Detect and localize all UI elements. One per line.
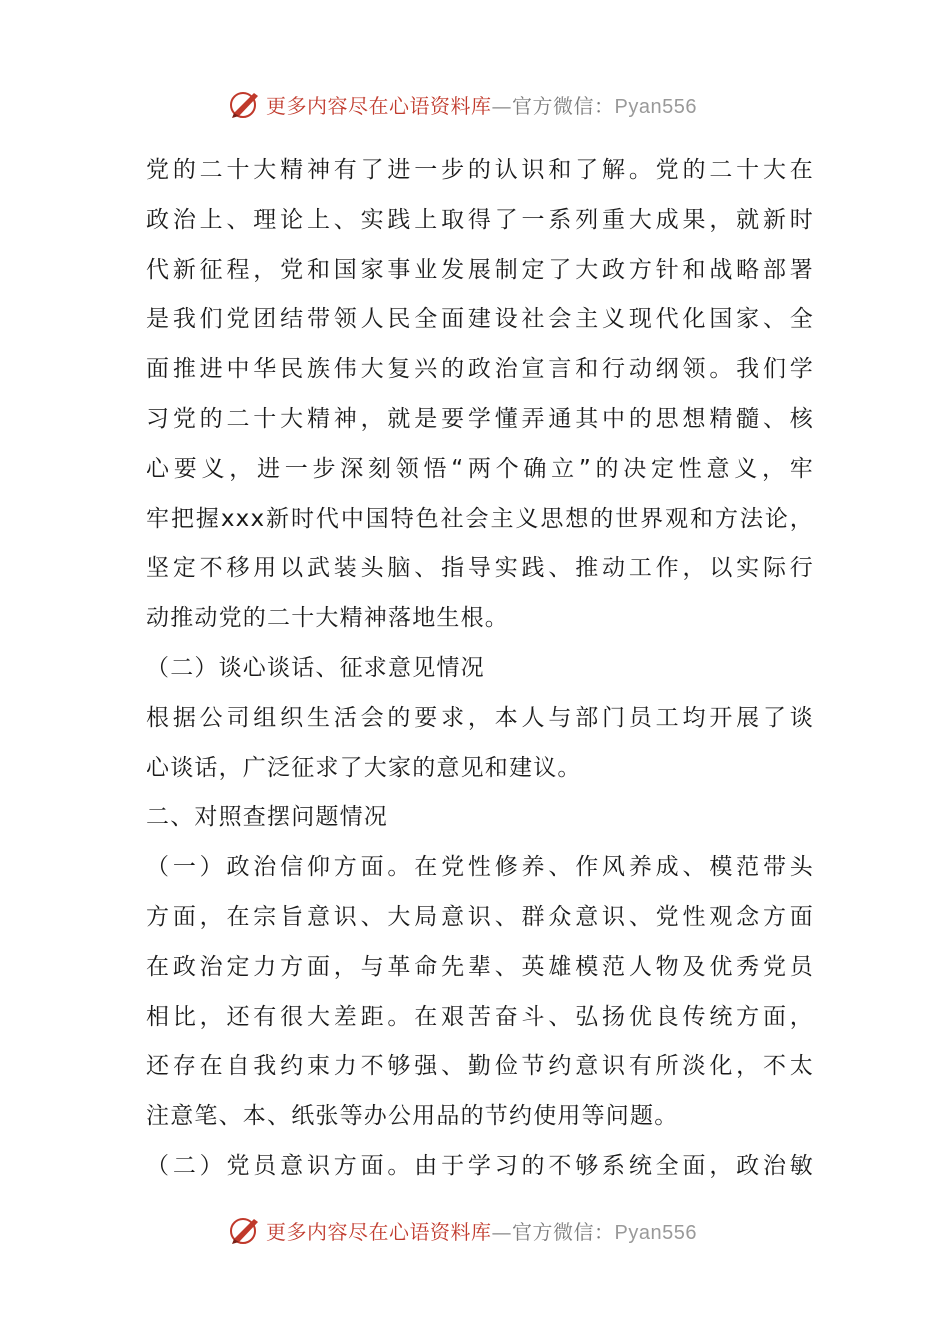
text-line: 还存在自我约束力不够强、勤俭节约意识有所淡化，不太 — [146, 1053, 814, 1080]
text-line: 心谈话，广泛征求了大家的意见和建议。 — [146, 754, 582, 781]
text-line: 注意笔、本、纸张等办公用品的节约使用等问题。 — [146, 1103, 679, 1130]
text-line: 坚定不移用以武装头脑、指导实践、推动工作，以实际行 — [146, 555, 814, 582]
text-line: 心要义，进一步深刻领悟“两个确立”的决定性意义，牢 — [146, 455, 814, 482]
text-line: 习党的二十大精神，就是要学懂弄通其中的思想精髓、核 — [146, 405, 814, 432]
body-text — [146, 146, 814, 1192]
section-heading: （二）谈心谈话、征求意见情况 — [146, 654, 485, 681]
text-line: 党的二十大精神有了进一步的认识和了解。党的二十大在 — [146, 157, 814, 183]
pen-circle-icon — [228, 1213, 262, 1247]
text-line: 面推进中华民族伟大复兴的政治宣言和行动纲领。我们学 — [146, 356, 814, 383]
text-line: 牢把握xxx新时代中国特色社会主义思想的世界观和方法论， — [146, 505, 814, 532]
text-line: （二）党员意识方面。由于学习的不够系统全面，政治敏 — [146, 1152, 814, 1179]
footer-banner — [228, 1212, 748, 1248]
header-text: 更多内容尽在心语资料库—官方微信：Pyan556 — [266, 93, 697, 118]
header-banner — [228, 86, 748, 122]
section-heading: 二、对照查摆问题情况 — [146, 804, 388, 831]
pen-circle-icon — [228, 87, 262, 121]
header-wechat-id: Pyan556 — [614, 95, 697, 118]
text-line: 方面，在宗旨意识、大局意识、群众意识、党性观念方面 — [146, 903, 814, 930]
text-line: 在政治定力方面，与革命先辈、英雄模范人物及优秀党员 — [146, 953, 814, 980]
text-line: 根据公司组织生活会的要求，本人与部门员工均开展了谈 — [146, 704, 814, 731]
text-line: 代新征程，党和国家事业发展制定了大政方针和战略部署 — [146, 256, 814, 283]
text-line: 相比，还有很大差距。在艰苦奋斗、弘扬优良传统方面， — [146, 1003, 814, 1030]
footer-wechat-id: Pyan556 — [614, 1221, 697, 1244]
text-line: 是我们党团结带领人民全面建设社会主义现代化国家、全 — [146, 306, 814, 333]
text-line: （一）政治信仰方面。在党性修养、作风养成、模范带头 — [146, 854, 814, 881]
footer-text: 更多内容尽在心语资料库—官方微信：Pyan556 — [266, 1219, 697, 1244]
text-line: 动推动党的二十大精神落地生根。 — [146, 605, 509, 632]
text-line: 政治上、理论上、实践上取得了一系列重大成果，就新时 — [146, 206, 814, 233]
